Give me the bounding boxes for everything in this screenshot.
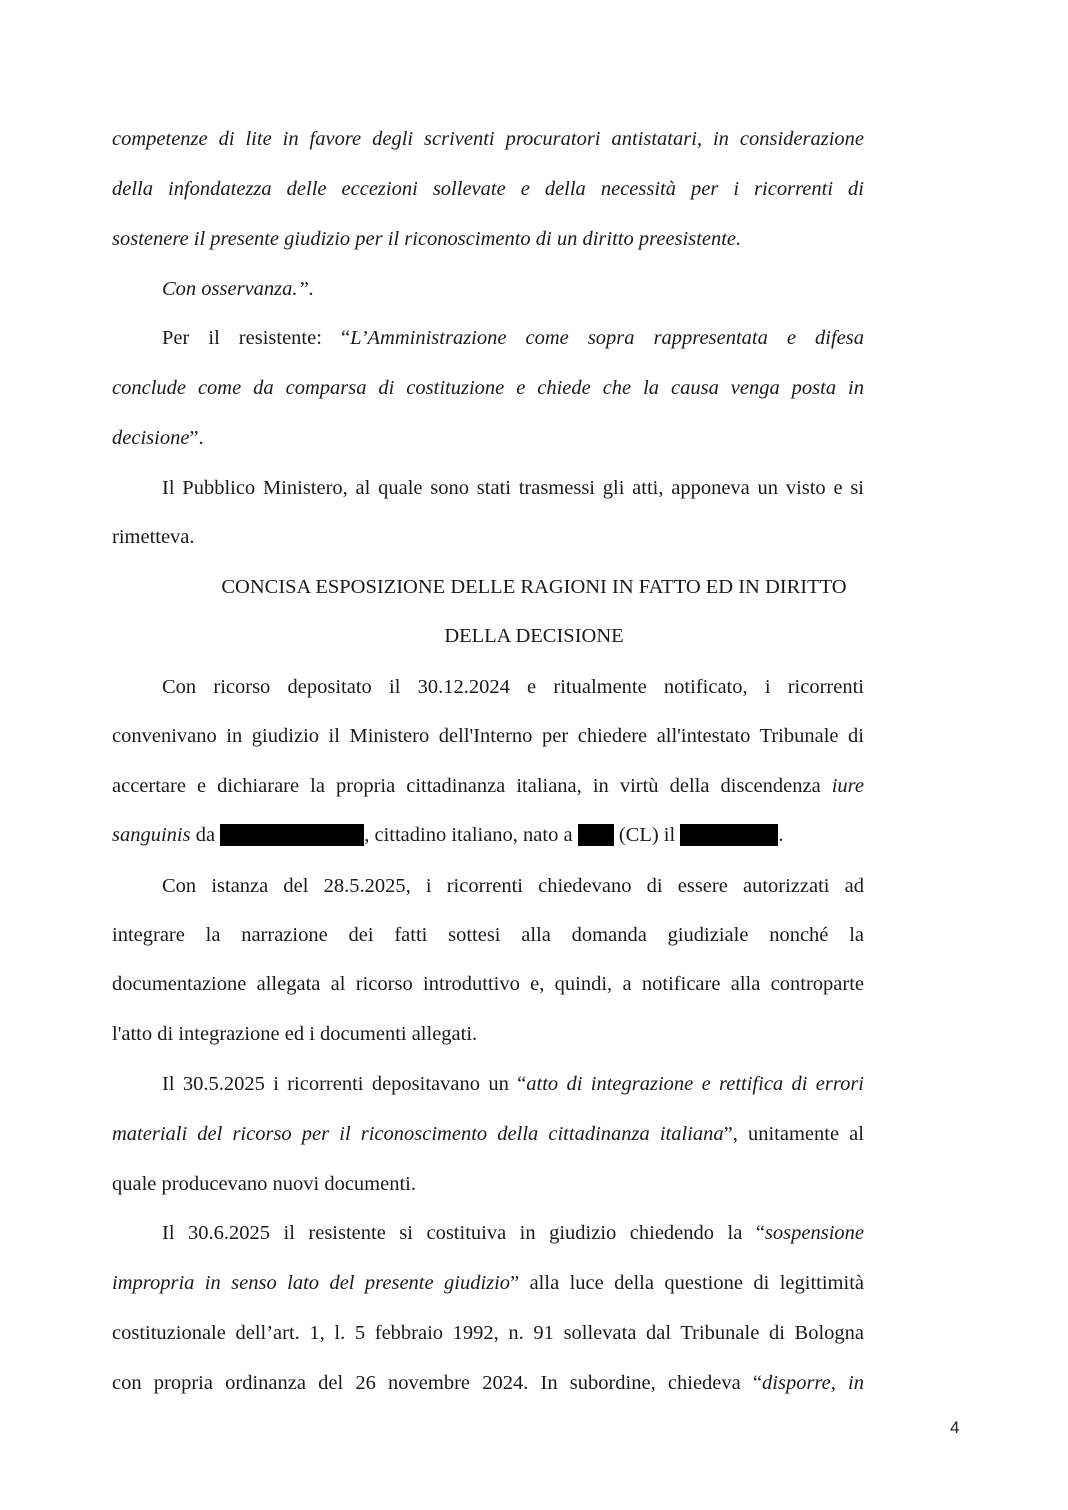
paragraph-line: sostenere il presente giudizio per il riconoscimento di un diritto preesistente. bbox=[112, 228, 742, 250]
paragraph-line: quale producevano nuovi documenti. bbox=[112, 1173, 416, 1195]
paragraph-line: documentazione allegata al ricorso introduttivo e, quindi, a notificare alla controparte bbox=[112, 973, 864, 995]
text-run: Per il resistente: “ bbox=[162, 327, 351, 349]
paragraph-line bbox=[112, 1121, 864, 1147]
redaction-block bbox=[220, 824, 364, 846]
paragraph-line: della infondatezza delle eccezioni sollevate e della necessità per i ricorrenti di bbox=[112, 178, 864, 200]
paragraph-line bbox=[112, 1370, 864, 1396]
paragraph-line: costituzionale dell’art. 1, l. 5 febbraio 1992, n. 91 sollevata dal Tribunale di Bologna bbox=[112, 1322, 864, 1344]
section-heading: DELLA DECISIONE bbox=[444, 625, 624, 647]
redaction-block bbox=[680, 824, 778, 846]
text-run: , cittadino italiano, nato a bbox=[364, 824, 578, 846]
text-run: con propria ordinanza del 26 novembre 2024. In subordine, chiedeva “ bbox=[112, 1372, 763, 1394]
text-run: sanguinis bbox=[112, 824, 191, 846]
text-run: da bbox=[190, 824, 221, 846]
text-run: ”. bbox=[189, 427, 204, 449]
text-run: accertare e dichiarare la propria cittadinanza italiana, in virtù della discendenza bbox=[112, 775, 832, 797]
redaction-block bbox=[578, 824, 614, 846]
text-run: iure bbox=[831, 775, 864, 797]
text-run: L’Amministrazione come sopra rappresentata e difesa bbox=[350, 327, 864, 349]
paragraph-line: integrare la narrazione dei fatti sottesi alla domanda giudiziale nonché la bbox=[112, 924, 864, 946]
paragraph-line: conclude come da comparsa di costituzione e chiede che la causa venga posta in bbox=[112, 377, 864, 399]
paragraph-line: Con istanza del 28.5.2025, i ricorrenti chiedevano di essere autorizzati ad bbox=[162, 875, 864, 897]
paragraph-line: Il Pubblico Ministero, al quale sono stati trasmessi gli atti, apponeva un visto e si bbox=[162, 477, 864, 499]
text-run: impropria in senso lato del presente giudizio bbox=[112, 1272, 511, 1294]
paragraph-line: competenze di lite in favore degli scriventi procuratori antistatari, in considerazione bbox=[112, 128, 864, 150]
section-heading: CONCISA ESPOSIZIONE DELLE RAGIONI IN FATTO ED IN DIRITTO bbox=[221, 576, 847, 598]
text-run: sospensione bbox=[764, 1222, 864, 1244]
page-number: 4 bbox=[950, 1418, 960, 1437]
text-run: Il 30.5.2025 i ricorrenti depositavano un “ bbox=[162, 1073, 527, 1095]
text-run: decisione bbox=[112, 427, 190, 449]
text-run: atto di integrazione e rettifica di errori bbox=[526, 1073, 865, 1095]
text-run: disporre, in bbox=[762, 1372, 864, 1394]
paragraph-line bbox=[112, 425, 864, 451]
text-run: materiali del ricorso per il riconoscimento della cittadinanza italiana bbox=[112, 1123, 724, 1145]
text-run: ”, unitamente al bbox=[723, 1123, 864, 1145]
text-run: (CL) il bbox=[613, 824, 681, 846]
paragraph-line bbox=[112, 822, 864, 848]
paragraph-line: rimetteva. bbox=[112, 526, 195, 548]
text-run: ” alla luce della questione di legittimità bbox=[510, 1272, 864, 1294]
text-run: . bbox=[778, 824, 784, 846]
paragraph-line: convenivano in giudizio il Ministero dell'Interno per chiedere all'intestato Tribunale di bbox=[112, 725, 864, 747]
paragraph-line: Con osservanza.”. bbox=[162, 278, 315, 300]
paragraph-line: l'atto di integrazione ed i documenti allegati. bbox=[112, 1023, 478, 1045]
paragraph-line bbox=[162, 1220, 864, 1246]
paragraph-line bbox=[112, 1270, 864, 1296]
paragraph-line bbox=[162, 1071, 864, 1097]
paragraph-line bbox=[162, 325, 864, 351]
paragraph-line: Con ricorso depositato il 30.12.2024 e ritualmente notificato, i ricorrenti bbox=[162, 676, 864, 698]
paragraph-line bbox=[112, 773, 864, 799]
text-run: Il 30.6.2025 il resistente si costituiva in giudizio chiedendo la “ bbox=[162, 1222, 765, 1244]
